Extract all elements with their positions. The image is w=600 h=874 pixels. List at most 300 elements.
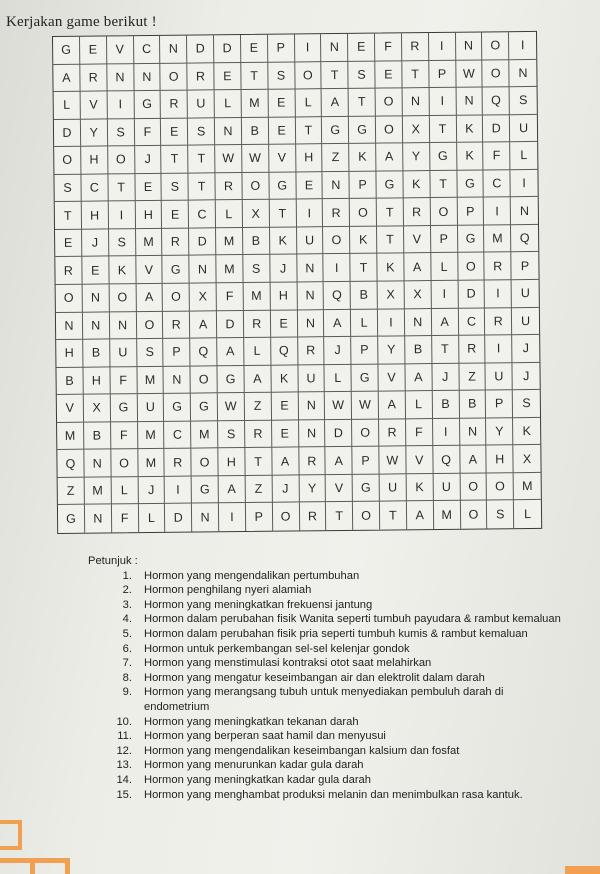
grid-cell[interactable]: J: [270, 255, 297, 283]
grid-cell[interactable]: M: [138, 422, 165, 450]
grid-cell[interactable]: P: [511, 252, 538, 280]
grid-cell[interactable]: J: [272, 475, 299, 503]
grid-cell[interactable]: K: [457, 143, 484, 171]
grid-cell[interactable]: V: [406, 446, 433, 474]
grid-cell[interactable]: N: [84, 450, 111, 478]
grid-cell[interactable]: N: [509, 59, 536, 87]
grid-cell[interactable]: U: [380, 474, 407, 502]
grid-cell[interactable]: T: [349, 89, 376, 117]
grid-cell[interactable]: N: [83, 312, 110, 340]
grid-cell[interactable]: I: [378, 309, 405, 337]
grid-cell[interactable]: E: [271, 310, 298, 338]
grid-cell[interactable]: K: [403, 171, 430, 199]
grid-cell[interactable]: G: [352, 364, 379, 392]
grid-cell[interactable]: O: [273, 503, 300, 531]
grid-cell[interactable]: G: [110, 394, 137, 422]
grid-cell[interactable]: O: [483, 60, 510, 88]
grid-cell[interactable]: H: [270, 282, 297, 310]
grid-cell[interactable]: N: [56, 312, 83, 340]
grid-cell[interactable]: W: [456, 60, 483, 88]
grid-cell[interactable]: H: [296, 144, 323, 172]
grid-cell[interactable]: T: [377, 199, 404, 227]
grid-cell[interactable]: O: [353, 502, 380, 530]
grid-cell[interactable]: I: [509, 32, 536, 60]
grid-cell[interactable]: S: [268, 62, 295, 90]
grid-cell[interactable]: B: [84, 422, 111, 450]
grid-cell[interactable]: N: [323, 172, 350, 200]
grid-cell[interactable]: R: [379, 419, 406, 447]
grid-cell[interactable]: I: [485, 280, 512, 308]
grid-cell[interactable]: T: [350, 254, 377, 282]
grid-cell[interactable]: R: [215, 173, 242, 201]
grid-cell[interactable]: L: [54, 92, 81, 120]
grid-cell[interactable]: U: [512, 307, 539, 335]
grid-cell[interactable]: T: [326, 502, 353, 530]
grid-cell[interactable]: D: [458, 280, 485, 308]
grid-cell[interactable]: T: [322, 61, 349, 89]
grid-cell[interactable]: X: [190, 283, 217, 311]
grid-cell[interactable]: E: [269, 117, 296, 145]
grid-cell[interactable]: N: [405, 309, 432, 337]
grid-cell[interactable]: M: [191, 421, 218, 449]
grid-cell[interactable]: J: [82, 229, 109, 257]
grid-cell[interactable]: N: [134, 63, 161, 91]
grid-cell[interactable]: N: [110, 312, 137, 340]
grid-cell[interactable]: S: [243, 255, 270, 283]
grid-cell[interactable]: C: [189, 201, 216, 229]
grid-cell[interactable]: Q: [483, 87, 510, 115]
grid-cell[interactable]: X: [403, 116, 430, 144]
grid-cell[interactable]: N: [402, 88, 429, 116]
grid-cell[interactable]: Y: [81, 119, 108, 147]
grid-cell[interactable]: L: [406, 391, 433, 419]
grid-cell[interactable]: H: [56, 340, 83, 368]
grid-cell[interactable]: I: [108, 201, 135, 229]
grid-cell[interactable]: L: [524, 507, 532, 522]
grid-cell[interactable]: B: [405, 336, 432, 364]
grid-cell[interactable]: M: [241, 90, 268, 118]
grid-cell[interactable]: T: [188, 146, 215, 174]
grid-cell[interactable]: G: [134, 91, 161, 119]
grid-cell[interactable]: R: [459, 336, 486, 364]
grid-cell[interactable]: R: [485, 253, 512, 281]
grid-cell[interactable]: L: [216, 200, 243, 228]
grid-cell[interactable]: H: [82, 202, 109, 230]
grid-cell[interactable]: O: [108, 146, 135, 174]
grid-cell[interactable]: E: [55, 230, 82, 258]
grid-cell[interactable]: L: [215, 90, 242, 118]
grid-cell[interactable]: T: [241, 62, 268, 90]
grid-cell[interactable]: A: [244, 365, 271, 393]
grid-cell[interactable]: M: [434, 501, 461, 529]
grid-cell[interactable]: Z: [58, 478, 85, 506]
grid-cell[interactable]: N: [298, 392, 325, 420]
grid-cell[interactable]: R: [187, 63, 214, 91]
grid-cell[interactable]: B: [459, 391, 486, 419]
grid-cell[interactable]: G: [458, 225, 485, 253]
grid-cell[interactable]: G: [322, 117, 349, 145]
grid-cell[interactable]: R: [165, 449, 192, 477]
grid-cell[interactable]: O: [460, 473, 487, 501]
grid-cell[interactable]: J: [324, 337, 351, 365]
grid-cell[interactable]: Y: [299, 475, 326, 503]
grid-cell[interactable]: T: [269, 200, 296, 228]
grid-cell[interactable]: P: [351, 337, 378, 365]
grid-cell[interactable]: X: [84, 395, 111, 423]
grid-cell[interactable]: L: [431, 253, 458, 281]
grid-cell[interactable]: O: [430, 198, 457, 226]
grid-cell[interactable]: V: [80, 92, 107, 120]
grid-cell[interactable]: J: [512, 335, 539, 363]
grid-cell[interactable]: A: [217, 338, 244, 366]
grid-cell[interactable]: D: [483, 115, 510, 143]
grid-cell[interactable]: I: [485, 335, 512, 363]
grid-cell[interactable]: V: [269, 145, 296, 173]
grid-cell[interactable]: S: [487, 501, 514, 529]
grid-cell[interactable]: W: [218, 393, 245, 421]
grid-cell[interactable]: R: [161, 91, 188, 119]
grid-cell[interactable]: U: [512, 280, 539, 308]
grid-cell[interactable]: E: [271, 393, 298, 421]
grid-cell[interactable]: E: [296, 172, 323, 200]
grid-cell[interactable]: U: [486, 363, 513, 391]
grid-cell[interactable]: D: [214, 35, 241, 63]
grid-cell[interactable]: N: [215, 118, 242, 146]
grid-cell[interactable]: I: [324, 254, 351, 282]
grid-cell[interactable]: O: [482, 32, 509, 60]
grid-cell[interactable]: A: [190, 311, 217, 339]
grid-cell[interactable]: T: [430, 115, 457, 143]
grid-cell[interactable]: O: [242, 172, 269, 200]
grid-cell[interactable]: I: [219, 503, 246, 531]
grid-cell[interactable]: E: [214, 63, 241, 91]
grid-cell[interactable]: S: [513, 390, 540, 418]
grid-cell[interactable]: V: [107, 36, 134, 64]
grid-cell[interactable]: P: [457, 198, 484, 226]
grid-cell[interactable]: P: [268, 34, 295, 62]
grid-cell[interactable]: O: [54, 147, 81, 175]
grid-cell[interactable]: M: [138, 449, 165, 477]
grid-cell[interactable]: B: [242, 117, 269, 145]
grid-cell[interactable]: Z: [245, 393, 272, 421]
grid-cell[interactable]: B: [432, 391, 459, 419]
grid-cell[interactable]: V: [57, 395, 84, 423]
grid-cell[interactable]: J: [432, 363, 459, 391]
grid-cell[interactable]: A: [379, 392, 406, 420]
grid-cell[interactable]: K: [406, 474, 433, 502]
grid-cell[interactable]: N: [189, 256, 216, 284]
grid-cell[interactable]: Q: [511, 225, 538, 253]
grid-cell[interactable]: D: [187, 35, 214, 63]
grid-cell[interactable]: D: [325, 420, 352, 448]
grid-cell[interactable]: M: [84, 477, 111, 505]
grid-cell[interactable]: C: [81, 174, 108, 202]
grid-cell[interactable]: F: [483, 142, 510, 170]
grid-cell[interactable]: N: [297, 310, 324, 338]
grid-cell[interactable]: O: [323, 227, 350, 255]
grid-cell[interactable]: V: [326, 475, 353, 503]
grid-cell[interactable]: F: [110, 367, 137, 395]
grid-cell[interactable]: P: [431, 226, 458, 254]
grid-cell[interactable]: G: [53, 37, 80, 65]
grid-cell[interactable]: N: [511, 197, 538, 225]
grid-cell[interactable]: Z: [245, 476, 272, 504]
grid-cell[interactable]: U: [137, 394, 164, 422]
grid-cell[interactable]: C: [458, 308, 485, 336]
grid-cell[interactable]: Y: [403, 143, 430, 171]
grid-cell[interactable]: F: [217, 283, 244, 311]
grid-cell[interactable]: O: [350, 199, 377, 227]
grid-cell[interactable]: Y: [378, 336, 405, 364]
grid-cell[interactable]: S: [54, 174, 81, 202]
grid-cell[interactable]: R: [299, 503, 326, 531]
grid-cell[interactable]: N: [82, 284, 109, 312]
grid-cell[interactable]: U: [298, 365, 325, 393]
grid-cell[interactable]: N: [460, 418, 487, 446]
grid-cell[interactable]: O: [376, 88, 403, 116]
grid-cell[interactable]: K: [350, 226, 377, 254]
grid-cell[interactable]: R: [80, 64, 107, 92]
grid-cell[interactable]: P: [246, 503, 273, 531]
grid-cell[interactable]: N: [299, 420, 326, 448]
grid-cell[interactable]: I: [294, 34, 321, 62]
grid-cell[interactable]: U: [297, 227, 324, 255]
grid-cell[interactable]: A: [405, 364, 432, 392]
grid-cell[interactable]: I: [296, 199, 323, 227]
grid-cell[interactable]: E: [161, 118, 188, 146]
grid-cell[interactable]: C: [134, 36, 161, 64]
grid-cell[interactable]: G: [163, 256, 190, 284]
grid-cell[interactable]: T: [108, 174, 135, 202]
grid-cell[interactable]: Y: [486, 418, 513, 446]
grid-cell[interactable]: B: [243, 228, 270, 256]
grid-cell[interactable]: I: [107, 91, 134, 119]
grid-cell[interactable]: P: [429, 60, 456, 88]
grid-cell[interactable]: T: [402, 61, 429, 89]
grid-cell[interactable]: W: [325, 392, 352, 420]
grid-cell[interactable]: D: [217, 311, 244, 339]
grid-cell[interactable]: M: [216, 228, 243, 256]
grid-cell[interactable]: T: [161, 146, 188, 174]
grid-cell[interactable]: G: [457, 170, 484, 198]
grid-cell[interactable]: O: [376, 116, 403, 144]
grid-cell[interactable]: A: [219, 476, 246, 504]
grid-cell[interactable]: O: [56, 285, 83, 313]
grid-cell[interactable]: A: [53, 64, 80, 92]
grid-cell[interactable]: O: [295, 62, 322, 90]
grid-cell[interactable]: P: [350, 171, 377, 199]
grid-cell[interactable]: M: [243, 283, 270, 311]
grid-cell[interactable]: O: [163, 284, 190, 312]
grid-cell[interactable]: F: [112, 505, 139, 533]
grid-cell[interactable]: E: [135, 174, 162, 202]
grid-cell[interactable]: O: [109, 284, 136, 312]
grid-cell[interactable]: R: [404, 198, 431, 226]
grid-cell[interactable]: N: [321, 34, 348, 62]
grid-cell[interactable]: O: [458, 253, 485, 281]
grid-cell[interactable]: T: [377, 226, 404, 254]
grid-cell[interactable]: F: [375, 33, 402, 61]
grid-cell[interactable]: S: [188, 118, 215, 146]
grid-cell[interactable]: S: [348, 61, 375, 89]
grid-cell[interactable]: E: [241, 35, 268, 63]
grid-cell[interactable]: R: [402, 33, 429, 61]
grid-cell[interactable]: G: [376, 171, 403, 199]
grid-cell[interactable]: L: [510, 142, 537, 170]
grid-cell[interactable]: W: [215, 145, 242, 173]
grid-cell[interactable]: S: [137, 339, 164, 367]
grid-cell[interactable]: L: [325, 365, 352, 393]
grid-cell[interactable]: O: [191, 449, 218, 477]
grid-cell[interactable]: G: [353, 474, 380, 502]
grid-cell[interactable]: D: [189, 228, 216, 256]
grid-cell[interactable]: N: [164, 366, 191, 394]
grid-cell[interactable]: R: [162, 228, 189, 256]
grid-cell[interactable]: T: [295, 117, 322, 145]
grid-cell[interactable]: E: [82, 257, 109, 285]
grid-cell[interactable]: K: [271, 365, 298, 393]
grid-cell[interactable]: M: [137, 367, 164, 395]
grid-cell[interactable]: D: [54, 119, 81, 147]
grid-cell[interactable]: I: [431, 281, 458, 309]
grid-cell[interactable]: L: [244, 338, 271, 366]
grid-cell[interactable]: F: [406, 419, 433, 447]
grid-cell[interactable]: N: [456, 88, 483, 116]
grid-cell[interactable]: G: [58, 505, 85, 533]
grid-cell[interactable]: I: [429, 33, 456, 61]
grid-cell[interactable]: G: [349, 116, 376, 144]
grid-cell[interactable]: X: [378, 281, 405, 309]
grid-cell[interactable]: N: [192, 504, 219, 532]
grid-cell[interactable]: P: [164, 339, 191, 367]
grid-cell[interactable]: W: [242, 145, 269, 173]
grid-cell[interactable]: O: [352, 419, 379, 447]
grid-cell[interactable]: W: [352, 392, 379, 420]
grid-cell[interactable]: H: [135, 201, 162, 229]
grid-cell[interactable]: M: [484, 225, 511, 253]
grid-cell[interactable]: L: [351, 309, 378, 337]
grid-cell[interactable]: E: [268, 90, 295, 118]
grid-cell[interactable]: B: [83, 340, 110, 368]
grid-cell[interactable]: O: [111, 449, 138, 477]
grid-cell[interactable]: I: [433, 419, 460, 447]
grid-cell[interactable]: K: [456, 115, 483, 143]
grid-cell[interactable]: R: [163, 311, 190, 339]
grid-cell[interactable]: Q: [324, 282, 351, 310]
grid-cell[interactable]: Z: [322, 144, 349, 172]
grid-cell[interactable]: E: [80, 36, 107, 64]
grid-cell[interactable]: Q: [190, 338, 217, 366]
grid-cell[interactable]: G: [269, 172, 296, 200]
grid-cell[interactable]: F: [134, 119, 161, 147]
grid-cell[interactable]: G: [191, 394, 218, 422]
grid-cell[interactable]: T: [189, 173, 216, 201]
grid-cell[interactable]: Z: [459, 363, 486, 391]
grid-cell[interactable]: A: [136, 284, 163, 312]
grid-cell[interactable]: K: [270, 227, 297, 255]
grid-cell[interactable]: I: [429, 88, 456, 116]
grid-cell[interactable]: D: [165, 504, 192, 532]
grid-cell[interactable]: X: [404, 281, 431, 309]
grid-cell[interactable]: W: [379, 447, 406, 475]
grid-cell[interactable]: R: [55, 257, 82, 285]
grid-cell[interactable]: H: [83, 367, 110, 395]
grid-cell[interactable]: A: [322, 89, 349, 117]
grid-cell[interactable]: I: [484, 198, 511, 226]
grid-cell[interactable]: V: [404, 226, 431, 254]
grid-cell[interactable]: N: [85, 505, 112, 533]
grid-cell[interactable]: N: [297, 255, 324, 283]
grid-cell[interactable]: L: [138, 504, 165, 532]
grid-cell[interactable]: A: [404, 253, 431, 281]
grid-cell[interactable]: M: [514, 473, 541, 501]
grid-cell[interactable]: K: [349, 144, 376, 172]
grid-cell[interactable]: B: [351, 282, 378, 310]
grid-cell[interactable]: A: [272, 448, 299, 476]
grid-cell[interactable]: T: [380, 502, 407, 530]
grid-cell[interactable]: M: [57, 422, 84, 450]
grid-cell[interactable]: H: [81, 147, 108, 175]
grid-cell[interactable]: K: [513, 418, 540, 446]
grid-cell[interactable]: J: [135, 146, 162, 174]
grid-cell[interactable]: O: [161, 63, 188, 91]
grid-cell[interactable]: L: [295, 89, 322, 117]
grid-cell[interactable]: S: [108, 119, 135, 147]
grid-cell[interactable]: T: [245, 448, 272, 476]
grid-cell[interactable]: R: [299, 447, 326, 475]
grid-cell[interactable]: E: [272, 420, 299, 448]
grid-cell[interactable]: Q: [57, 450, 84, 478]
grid-cell[interactable]: S: [162, 173, 189, 201]
grid-cell[interactable]: K: [109, 257, 136, 285]
grid-cell[interactable]: G: [217, 366, 244, 394]
grid-cell[interactable]: E: [375, 61, 402, 89]
grid-cell[interactable]: S: [109, 229, 136, 257]
grid-cell[interactable]: N: [455, 32, 482, 60]
grid-cell[interactable]: X: [243, 200, 270, 228]
grid-cell[interactable]: U: [433, 474, 460, 502]
grid-cell[interactable]: E: [348, 34, 375, 62]
grid-cell[interactable]: U: [188, 90, 215, 118]
grid-cell[interactable]: S: [510, 87, 537, 115]
grid-cell[interactable]: H: [218, 448, 245, 476]
grid-cell[interactable]: N: [160, 36, 187, 64]
grid-cell[interactable]: F: [111, 422, 138, 450]
grid-cell[interactable]: L: [111, 477, 138, 505]
grid-cell[interactable]: H: [487, 446, 514, 474]
grid-cell[interactable]: V: [378, 364, 405, 392]
grid-cell[interactable]: M: [136, 229, 163, 257]
grid-cell[interactable]: A: [432, 308, 459, 336]
grid-cell[interactable]: U: [110, 339, 137, 367]
grid-cell[interactable]: O: [487, 473, 514, 501]
grid-cell[interactable]: M: [216, 255, 243, 283]
grid-cell[interactable]: C: [164, 421, 191, 449]
grid-cell[interactable]: T: [432, 336, 459, 364]
grid-cell[interactable]: J: [138, 477, 165, 505]
grid-cell[interactable]: V: [136, 256, 163, 284]
grid-cell[interactable]: X: [513, 445, 540, 473]
grid-cell[interactable]: P: [486, 390, 513, 418]
grid-cell[interactable]: N: [107, 64, 134, 92]
grid-cell[interactable]: A: [460, 446, 487, 474]
grid-cell[interactable]: O: [460, 501, 487, 529]
grid-cell[interactable]: E: [162, 201, 189, 229]
grid-cell[interactable]: N: [297, 282, 324, 310]
grid-cell[interactable]: A: [326, 447, 353, 475]
grid-cell[interactable]: G: [430, 143, 457, 171]
grid-cell[interactable]: R: [245, 420, 272, 448]
